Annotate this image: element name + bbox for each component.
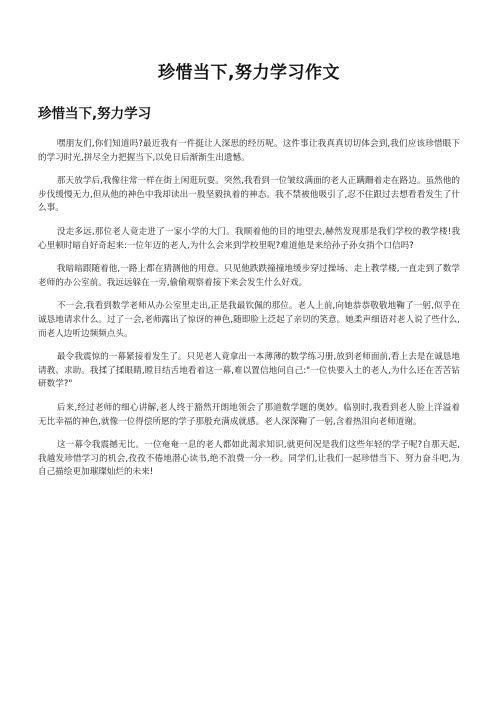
paragraph-6: 最令我震惊的一幕紧接着发生了。只见老人竟拿出一本薄薄的数学练习册,放到老师面前,看上去是在诚恳地请教、求助。我揉了揉眼睛,瞠目结舌地看着这一幕,难以置信地问自己:"一位快要入土的老人,为什么还在苦苦钻研数学?" — [38, 352, 460, 390]
paragraph-5: 不一会,我看到数学老师从办公室里走出,正是我最钦佩的那位。老人上前,向她恭恭敬敬地鞠了一躬,似乎在诚恳地请求什么。过了一会,老师露出了惊讶的神色,随即脸上泛起了亲切的笑意。她柔声细语对老人说了些什么,而老人边听边频频点头。 — [38, 301, 460, 339]
paragraph-2: 那天放学后,我像往常一样在街上闲逛玩耍。突然,我看到一位皱纹满面的老人正蹒跚着走在路边。虽然他的步伐缓慢无力,但从他的神色中我却读出一股坚毅执着的神态。我不禁被他吸引了,忍不住跟过去想看看发生了什么事。 — [38, 176, 460, 214]
paragraph-4: 我暗暗跟随着他,一路上都在猜测他的用意。只见他跌跌撞撞地缓步穿过操场、走上教学楼,一直走到了数学老师的办公室前。我远远躲在一旁,偷偷观察着接下来会发生什么好戏。 — [38, 264, 460, 288]
paragraph-8: 这一幕令我震撼无比。一位奄奄一息的老人都如此渴求知识,就更何况是我们这些年轻的学子呢?自那天起,我越发珍惜学习的机会,孜孜不倦地潜心读书,绝不浪费一分一秒。同学们,让我们一起珍惜当下、努力奋斗吧,为自己描绘更加璀璨灿烂的未来! — [38, 440, 460, 478]
paragraph-7: 后来,经过老师的细心讲解,老人终于豁然开朗地领会了那道数学题的奥妙。临别时,我看到老人脸上洋溢着无比幸福的神色,就像一位得偿所愿的学子那般充满成就感。老人深深鞠了一躬,含着热泪向老师道谢。 — [38, 402, 460, 427]
paragraph-3: 没走多远,那位老人竟走进了一家小学的大门。我顺着他的目的地望去,赫然发现那是我们学校的教学楼!我心里顿时暗自好奇起来:一位年迈的老人,为什么会来到学校里呢?难道他是来给孙子孙女捎个口信吗? — [38, 226, 460, 251]
document-title: 珍惜当下,努力学习作文 — [158, 63, 340, 83]
section-heading: 珍惜当下,努力学习 — [38, 106, 152, 122]
paragraph-1: 嘿朋友们,你们知道吗?最近我有一件挺让人深思的经历呢。这件事让我真真切切体会到,我们应该珍惜眼下的学习时光,拼尽全力把握当下,以免日后渐渐生出遗憾。 — [38, 139, 460, 163]
